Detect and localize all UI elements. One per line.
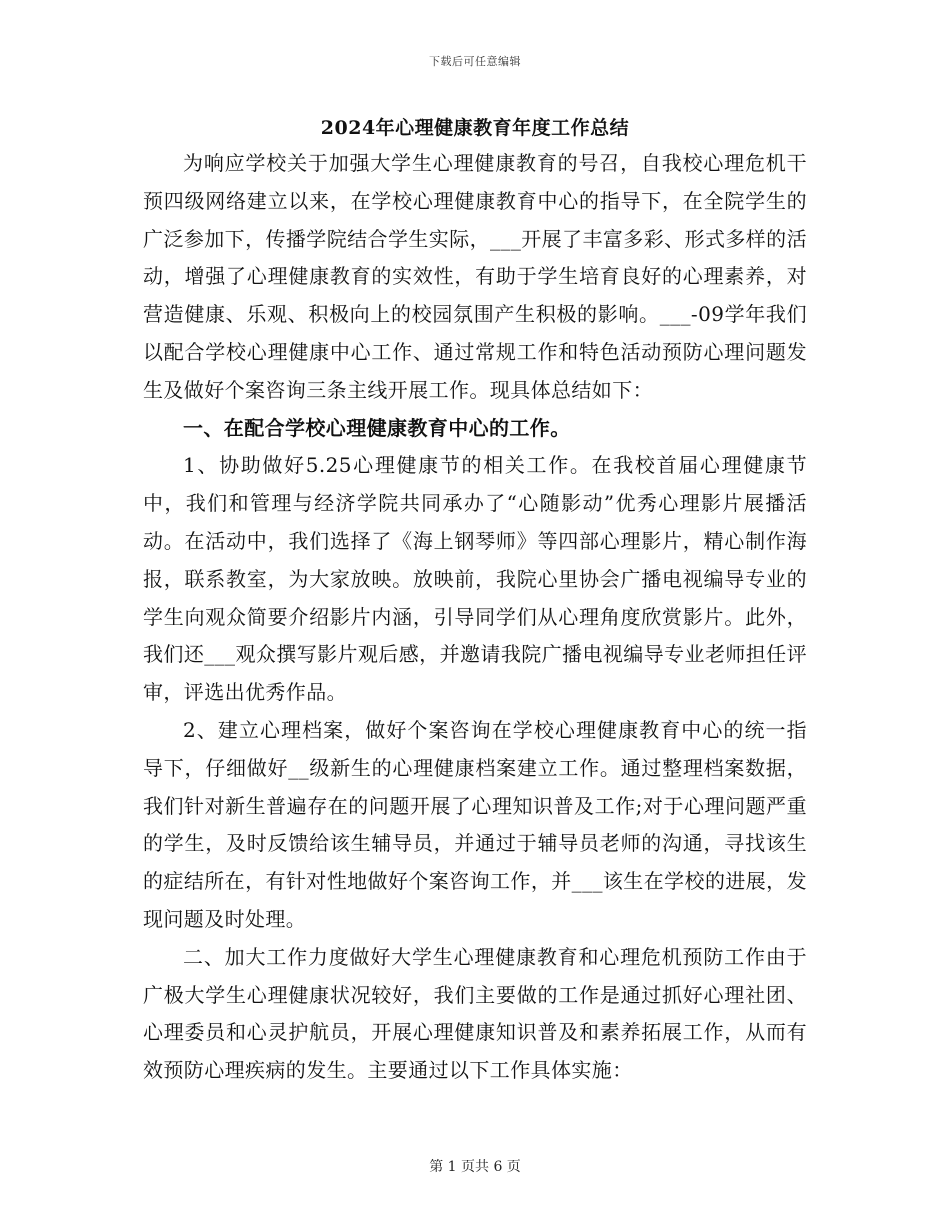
paragraph-intro: 为响应学校关于加强大学生心理健康教育的号召，自我校心理危机干预四级网络建立以来，在学校心理健康教育中心的指导下，在全院学生的广泛参加下，传播学院结合学生实际，___开展了丰富多彩、形式多样的活动，增强了心理健康教育的实效性，有助于学生培育良好的心理素养，对营造健康、乐观、积极向上的校园氛围产生积极的影响。___-09学年我们以配合学校心理健康中心工作、通过常规工作和特色活动预防心理问题发生及做好个案咨询三条主线开展工作。现具体总结如下：: [143, 151, 807, 402]
paragraph-section-2: 二、加大工作力度做好大学生心理健康教育和心理危机预防工作由于广极大学生心理健康状况较好，我们主要做的工作是通过抓好心理社团、心理委员和心灵护航员，开展心理健康知识普及和素养拓展工作，从而有效预防心理疾病的发生。主要通过以下工作具体实施：: [143, 944, 807, 1083]
page-header: 下载后可任意编辑: [429, 55, 521, 68]
section-heading-1: 一、在配合学校心理健康教育中心的工作。: [183, 415, 571, 440]
paragraph-item-2: 2、建立心理档案，做好个案咨询在学校心理健康教育中心的统一指导下，仔细做好__级新生的心理健康档案建立工作。通过整理档案数据，我们针对新生普遍存在的问题开展了心理知识普及工作;对于心理问题严重的学生，及时反馈给该生辅导员，并通过于辅导员老师的沟通，寻找该生的症结所在，有针对性地做好个案咨询工作，并___该生在学校的进展，发现问题及时处理。: [143, 717, 807, 931]
paragraph-item-1: 1、协助做好5.25心理健康节的相关工作。在我校首届心理健康节中，我们和管理与经济学院共同承办了“心随影动”优秀心理影片展播活动。在活动中，我们选择了《海上钢琴师》等四部心理影片，精心制作海报，联系教室，为大家放映。放映前，我院心里协会广播电视编导专业的学生向观众简要介绍影片内涵，引导同学们从心理角度欣赏影片。此外，我们还___观众撰写影片观后感，并邀请我院广播电视编导专业老师担任评审，评选出优秀作品。: [143, 453, 807, 705]
page-footer: 第 1 页共 6 页: [429, 1159, 521, 1175]
document-body: [143, 145, 807, 1090]
document-title: 2024年心理健康教育年度工作总结: [320, 117, 630, 139]
